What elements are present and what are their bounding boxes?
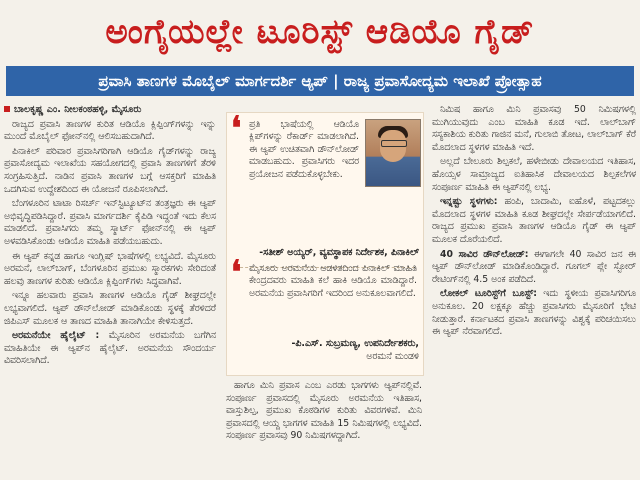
quote-signature-1: -ಸತೀಶ್ ಅಯ್ಯರ್, ವ್ಯವಸ್ಥಾಪಕ ನಿರ್ದೇಶಕ, ಪಿನಾಕಿಲ್ xyxy=(259,247,419,258)
section-lead: ಇನ್ನಷ್ಟು ಸ್ಥಳಗಳು: xyxy=(440,196,498,208)
paragraph: ಬೆಂಗಳೂರಿನ ಟಾಟಾ ರಿಸರ್ಚ್ ಇನ್‌ಸ್ಟಿಟ್ಯೂಟ್‌ನ ತಂತ್ರಜ್ಞರು ಈ ಆ್ಯಪ್ ಅಭಿವೃದ್ಧಿಪಡಿಸಿದ್ದಾರೆ. ಪ್ರವಾಸಿ ಮಾರ್ಗದರ್ಶಿ ಕೈಪಿಡಿ ಇದ್ದಂತೆ ಇದು ಕೆಲಸ ಮಾಡಲಿದೆ. ಪ್ರವಾಸಿಗರು ತಮ್ಮ ಸ್ಮಾರ್ಟ್ ಫೋನ್‌ನಲ್ಲಿ ಈ ಆ್ಯಪ್ ಅಳವಡಿಸಿಕೊಂಡು ಆಡಿಯೊ ಮಾಹಿತಿ ಪಡೆಯಬಹುದು. xyxy=(4,198,216,247)
paragraph: ಇನ್ನಷ್ಟು ಸ್ಥಳಗಳು: ಹಂಪಿ, ಬಾದಾಮಿ, ಐಹೊಳೆ, ಪಟ್ಟದಕಲ್ಲು ಮೊದಲಾದ ಸ್ಥಳಗಳ ಮಾಹಿತಿ ಕೂಡ ಶೀಘ್ರದಲ್ಲೇ ಸೇರ್ಪಡೆಯಾಗಲಿದೆ. ರಾಜ್ಯದ ಪ್ರಮುಖ ಪ್ರವಾಸಿ ತಾಣಗಳ ಆಡಿಯೊ ಗೈಡ್ ಈ ಆ್ಯಪ್ ಮೂಲಕ ದೊರೆಯಲಿದೆ. xyxy=(432,196,636,245)
article-column-2 xyxy=(226,380,422,476)
quote-mark-icon: ❛ xyxy=(231,253,242,291)
paragraph: ರಾಜ್ಯದ ಪ್ರವಾಸಿ ತಾಣಗಳ ಕುರಿತ ಆಡಿಯೊ ಕ್ಲಿಪ್ಪಿಂಗ್‌ಗಳನ್ನು ಇನ್ನು ಮುಂದೆ ಮೊಬೈಲ್ ಫೋನ್‌ನಲ್ಲಿ ಆಲಿಸಬಹುದಾಗಿದೆ. xyxy=(4,118,216,143)
paragraph: ಅಲ್ಲದೆ ಬೇಲೂರು ಶಿಲ್ಪಕಲೆ, ಹಳೇಬೀಡು ದೇವಾಲಯದ ಇತಿಹಾಸ, ಹೊಯ್ಸಳ ಸಾಮ್ರಾಜ್ಯದ ಐತಿಹಾಸಿಕ ದೇವಾಲಯದ ಶಿಲ್ಪಕಲೆಗಳ ಸಂಪೂರ್ಣ ಮಾಹಿತಿ ಈ ಆ್ಯಪ್‌ನಲ್ಲಿ ಲಭ್ಯ. xyxy=(432,156,636,193)
quote-signature-2: -ಪಿ.ಎಸ್. ಸುಬ್ರಮಣ್ಯ, ಉಪನಿರ್ದೇಶಕರು, xyxy=(291,338,419,349)
paragraph: ಪಿನಾಕಿಲ್ ಪರಿವಾರ ಪ್ರವಾಸಿಗರಿಗಾಗಿ ಆಡಿಯೊ ಗೈಡ್‌ಗಳನ್ನು ರಾಜ್ಯ ಪ್ರವಾಸೋದ್ಯಮ ಇಲಾಖೆಯ ಸಹಯೋಗದಲ್ಲಿ ಪ್ರವಾಸಿ ತಾಣಗಳಿಗೆ ತೆರಳಿ ಸಂಗ್ರಹಿಸುತ್ತಿದೆ. ನಾಡಿನ ಪ್ರವಾಸಿ ತಾಣಗಳ ಬಗ್ಗೆ ಆಸಕ್ತರಿಗೆ ಮಾಹಿತಿ ಒದಗಿಸುವ ಉದ್ದೇಶದಿಂದ ಈ ಯೋಜನೆ ರೂಪಿಸಲಾಗಿದೆ. xyxy=(4,145,216,195)
paragraph: ಈ ಆ್ಯಪ್ ಕನ್ನಡ ಹಾಗೂ ಇಂಗ್ಲಿಷ್ ಭಾಷೆಗಳಲ್ಲಿ ಲಭ್ಯವಿದೆ. ಮೈಸೂರು ಅರಮನೆ, ಲಾಲ್‌ಬಾಗ್, ಬೆಂಗಳೂರಿನ ಪ್ರಮುಖ ಸ್ಮಾರಕಗಳು ಸೇರಿದಂತೆ ಹಲವು ತಾಣಗಳ ಕುರಿತು ಆಡಿಯೊ ಕ್ಲಿಪ್ಪಿಂಗ್‌ಗಳು ಸಿದ್ಧವಾಗಿವೆ. xyxy=(4,250,216,287)
article-column-3 xyxy=(432,104,636,476)
paragraph: ಹಾಗೂ ಮಿನಿ ಪ್ರವಾಸ ಎಂಬ ಎರಡು ಭಾಗಗಳು ಆ್ಯಪ್‌ನಲ್ಲಿವೆ. ಸಂಪೂರ್ಣ ಪ್ರವಾಸದಲ್ಲಿ ಮೈಸೂರು ಅರಮನೆಯ ಇತಿಹಾಸ, ವಾಸ್ತುಶಿಲ್ಪ, ಪ್ರಮುಖ ಕೊಠಡಿಗಳ ಕುರಿತು ವಿವರಗಳಿವೆ. ಮಿನಿ ಪ್ರವಾಸದಲ್ಲಿ ಆಯ್ದ ಭಾಗಗಳ ಮಾಹಿತಿ 15 ನಿಮಿಷಗಳಲ್ಲಿ ಲಭ್ಯವಿದೆ. ಸಂಪೂರ್ಣ ಪ್ರವಾಸವು 90 ನಿಮಿಷಗಳದ್ದಾಗಿದೆ. xyxy=(226,380,422,442)
photo-glasses xyxy=(381,140,407,147)
paragraph: ಇನ್ನೂ ಹಲವಾರು ಪ್ರವಾಸಿ ತಾಣಗಳ ಆಡಿಯೊ ಗೈಡ್ ಶೀಘ್ರದಲ್ಲೇ ಲಭ್ಯವಾಗಲಿದೆ. ಆ್ಯಪ್ ಡೌನ್‌ಲೋಡ್ ಮಾಡಿಕೊಂಡು ಸ್ಥಳಕ್ಕೆ ತೆರಳಿದರೆ ಜಿಪಿಎಸ್ ಮೂಲಕ ಆ ತಾಣದ ಮಾಹಿತಿ ತಾನಾಗಿಯೇ ಕೇಳಿಸುತ್ತದೆ. xyxy=(4,290,216,327)
byline: ಬಾಲಕೃಷ್ಣ ಎಂ. ನೀಲಕಂಠಹಳ್ಳಿ, ಮೈಸೂರು xyxy=(4,104,216,117)
portrait-photo xyxy=(365,119,421,187)
paragraph: ನಿಮಿಷ ಹಾಗೂ ಮಿನಿ ಪ್ರವಾಸವು 50 ನಿಮಿಷಗಳಲ್ಲಿ ಮುಗಿಯುವುದು ಎಂಬ ಮಾಹಿತಿ ಕೂಡ ಇದೆ. ಲಾಲ್‌ಬಾಗ್ ಸಸ್ಯಕಾಶಿಯ ಕುರಿತು ಗಾಜಿನ ಮನೆ, ಗುಲಾಬಿ ತೋಟ, ಲಾಲ್‌ಬಾಗ್ ಕೆರೆ ಮೊದಲಾದ ಸ್ಥಳಗಳ ಮಾಹಿತಿ ಇದೆ. xyxy=(432,104,636,153)
paragraph: ಅರಮನೆಯೇ ಹೈಲೈಟ್ : ಮೈಸೂರಿನ ಅರಮನೆಯ ಬಗೆಗಿನ ಮಾಹಿತಿಯೇ ಈ ಆ್ಯಪ್‌ನ ಹೈಲೈಟ್. ಅರಮನೆಯ ಸೌಂದರ್ಯ ವಿವರಿಸಲಾಗಿದೆ. xyxy=(4,330,216,367)
section-lead: ಅರಮನೆಯೇ ಹೈಲೈಟ್ : xyxy=(12,330,100,342)
article-column-1 xyxy=(4,104,216,476)
subheadline-bar: ಪ್ರವಾಸಿ ತಾಣಗಳ ಮೊಬೈಲ್ ಮಾರ್ಗದರ್ಶಿ ಆ್ಯಪ್ | ರಾಜ್ಯ ಪ್ರವಾಸೋದ್ಯಮ ಇಲಾಖೆ ಪ್ರೋತ್ಸಾಹ xyxy=(6,66,634,96)
quote-signature-2-org: ಅರಮನೆ ಮಂಡಳಿ xyxy=(366,351,419,362)
paragraph: ಲೋಕಲ್ ಟೂರಿಸ್ಟ್‌ಗೆ ಬೂಸ್ಟ್: ಇದು ಸ್ಥಳೀಯ ಪ್ರವಾಸಿಗರಿಗೂ ಅನುಕೂಲ. 20 ಲಕ್ಷಕ್ಕೂ ಹೆಚ್ಚು ಪ್ರವಾಸಿಗರು ಮೈಸೂರಿಗೆ ಭೇಟಿ ನೀಡುತ್ತಾರೆ. ಕರ್ನಾಟಕದ ಪ್ರವಾಸಿ ತಾಣಗಳನ್ನು ವಿಶ್ವಕ್ಕೆ ಪರಿಚಯಿಸಲು ಈ ಆ್ಯಪ್ ನೆರವಾಗಲಿದೆ. xyxy=(432,288,636,338)
quote-mark-icon: ❛ xyxy=(231,109,242,147)
quote-box xyxy=(226,109,424,376)
section-lead: ಲೋಕಲ್ ಟೂರಿಸ್ಟ್‌ಗೆ ಬೂಸ್ಟ್: xyxy=(440,288,537,300)
paragraph: 40 ಸಾವಿರ ಡೌನ್‌ಲೋಡ್: ಈಗಾಗಲೇ 40 ಸಾವಿರ ಜನ ಈ ಆ್ಯಪ್ ಡೌನ್‌ಲೋಡ್ ಮಾಡಿಕೊಂಡಿದ್ದಾರೆ. ಗೂಗಲ್ ಪ್ಲೇ ಸ್ಟೋರ್ ರೇಟಿಂಗ್‌ನಲ್ಲಿ 4.5 ಅಂಕ ಪಡೆದಿದೆ. xyxy=(432,248,636,285)
headline: ಅಂಗೈಯಲ್ಲೇ ಟೂರಿಸ್ಟ್ ಆಡಿಯೊ ಗೈಡ್ xyxy=(105,12,535,52)
bullet-square-icon xyxy=(4,106,10,112)
quote-text-1: ಪ್ರತಿ ಭಾಷೆಯಲ್ಲಿ ಆಡಿಯೊ ಕ್ಲಿಪ್‌ಗಳನ್ನು ರೆಕಾರ್ಡ್ ಮಾಡಲಾಗಿದೆ. ಈ ಆ್ಯಪ್ ಉಚಿತವಾಗಿ ಡೌನ್‌ಲೋಡ್ ಮಾಡಬಹುದು. ಪ್ರವಾಸಿಗರು ಇದರ ಪ್ರಯೋಜನ ಪಡೆದುಕೊಳ್ಳಬೇಕು. xyxy=(249,119,359,180)
section-lead: 40 ಸಾವಿರ ಡೌನ್‌ಲೋಡ್: xyxy=(440,248,529,260)
quote-text-2: ಮೈಸೂರು ಅರಮನೆಯ ಆಡಳಿತದಿಂದ ಪಿನಾಕಿಲ್ ಮಾಹಿತಿ ಕೇಂದ್ರದವರು ಮಾಹಿತಿ ಕಲೆ ಹಾಕಿ ಆಡಿಯೊ ಮಾಡಿದ್ದಾರೆ. ಅರಮನೆಯ ಪ್ರವಾಸಿಗರಿಗೆ ಇದರಿಂದ ಅನುಕೂಲವಾಗಲಿದೆ. xyxy=(249,263,417,299)
